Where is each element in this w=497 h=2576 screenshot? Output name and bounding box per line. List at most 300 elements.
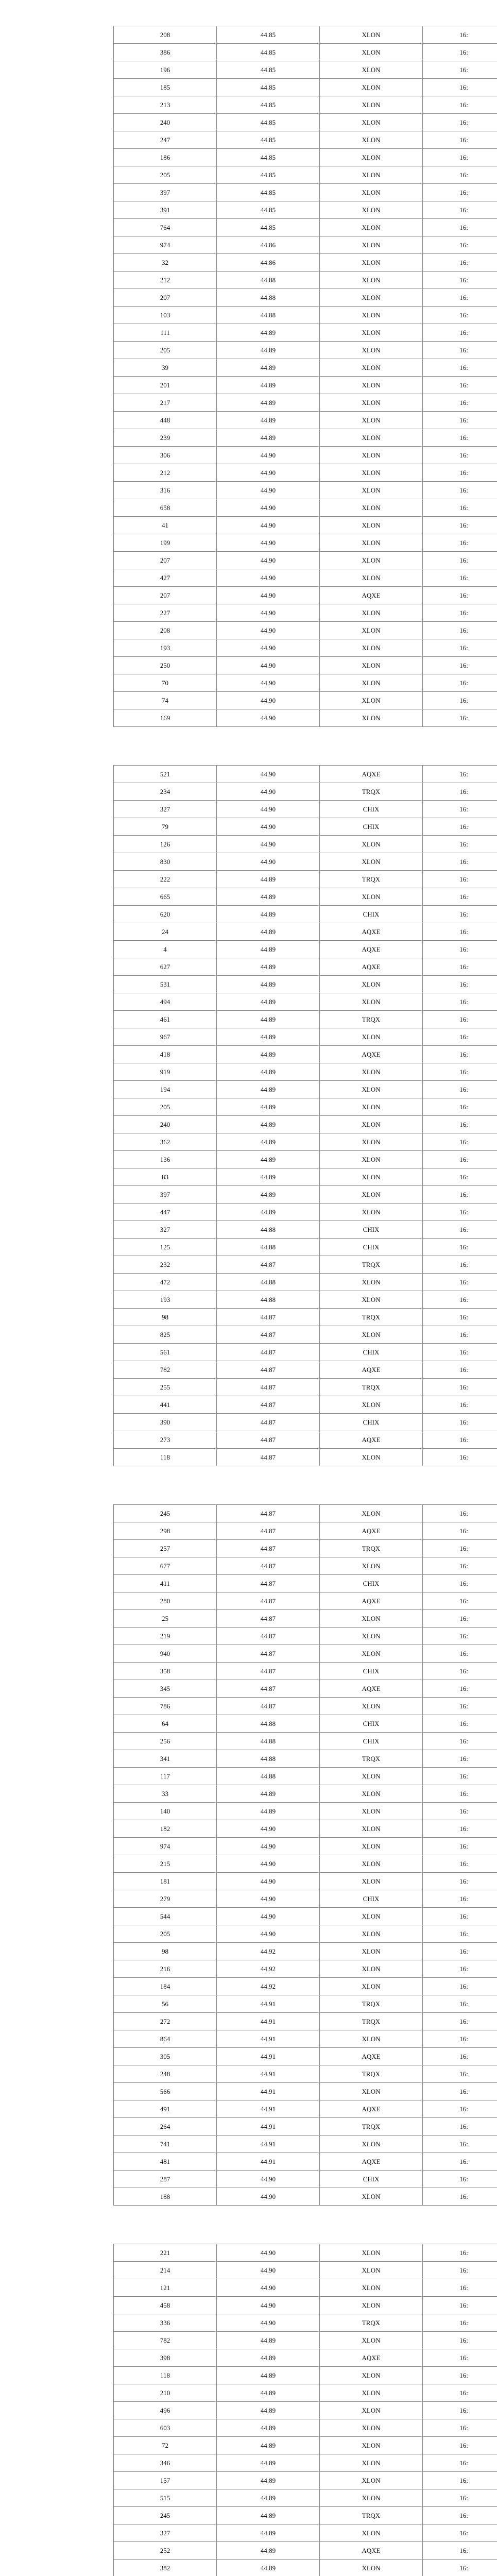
table-row — [114, 412, 497, 429]
table-cell: CHIX — [320, 1414, 423, 1431]
table-row — [114, 674, 497, 692]
table-row — [114, 2402, 497, 2419]
table-cell: TRQX — [320, 871, 423, 888]
table-row — [114, 289, 497, 307]
table-cell: 16: — [423, 342, 497, 359]
table-cell: 221 — [114, 2244, 217, 2262]
trades-table-3 — [113, 1504, 497, 2206]
table-cell: 44.85 — [217, 61, 320, 79]
table-cell: 72 — [114, 2437, 217, 2454]
table-cell: 16: — [423, 1575, 497, 1592]
table-cell: 234 — [114, 783, 217, 801]
table-cell: 44.90 — [217, 1820, 320, 1838]
table-cell: XLON — [320, 517, 423, 534]
table-cell: 44.89 — [217, 1133, 320, 1151]
table-cell: XLON — [320, 131, 423, 149]
table-cell: 44.90 — [217, 674, 320, 692]
table-cell: 56 — [114, 1995, 217, 2013]
table-cell: 16: — [423, 2507, 497, 2524]
table-cell: 74 — [114, 692, 217, 709]
table-row — [114, 1326, 497, 1344]
table-cell: CHIX — [320, 801, 423, 818]
table-cell: 16: — [423, 412, 497, 429]
table-cell: XLON — [320, 342, 423, 359]
table-cell: 16: — [423, 1628, 497, 1645]
table-cell: 16: — [423, 2048, 497, 2065]
table-cell: 398 — [114, 2349, 217, 2367]
table-cell: 44.89 — [217, 342, 320, 359]
table-cell: XLON — [320, 836, 423, 853]
table-cell: AQXE — [320, 923, 423, 941]
table-cell: 252 — [114, 2542, 217, 2560]
table-cell: 16: — [423, 2297, 497, 2314]
table-cell: 44.90 — [217, 499, 320, 517]
table-cell: 16: — [423, 923, 497, 941]
table-cell: 240 — [114, 1116, 217, 1133]
table-cell: 44.90 — [217, 1890, 320, 1908]
table-cell: CHIX — [320, 1663, 423, 1680]
table-cell: 620 — [114, 906, 217, 923]
table-row — [114, 2472, 497, 2489]
table-cell: XLON — [320, 709, 423, 727]
table-cell: 298 — [114, 1522, 217, 1540]
table-cell: 830 — [114, 853, 217, 871]
table-cell: AQXE — [320, 941, 423, 958]
trades-grid — [113, 2244, 497, 2576]
table-row — [114, 517, 497, 534]
table-cell: 44.89 — [217, 958, 320, 976]
table-cell: 16: — [423, 1838, 497, 1855]
table-cell: 44.88 — [217, 1733, 320, 1750]
table-cell: 44.87 — [217, 1309, 320, 1326]
table-cell: 186 — [114, 149, 217, 166]
table-cell: 44.90 — [217, 447, 320, 464]
table-row — [114, 1379, 497, 1396]
table-row — [114, 1028, 497, 1046]
table-cell: XLON — [320, 1803, 423, 1820]
table-cell: 33 — [114, 1785, 217, 1803]
table-cell: XLON — [320, 1645, 423, 1663]
table-row — [114, 941, 497, 958]
table-row — [114, 1785, 497, 1803]
table-row — [114, 569, 497, 587]
table-cell: 44.90 — [217, 569, 320, 587]
table-cell: 44.88 — [217, 1291, 320, 1309]
table-cell: 16: — [423, 1505, 497, 1522]
table-cell: 44.88 — [217, 1239, 320, 1256]
table-row — [114, 499, 497, 517]
table-row — [114, 1960, 497, 1978]
table-cell: 16: — [423, 639, 497, 657]
table-cell: 44.86 — [217, 236, 320, 254]
table-row — [114, 2332, 497, 2349]
table-cell: TRQX — [320, 2118, 423, 2136]
table-cell: 16: — [423, 2332, 497, 2349]
table-row — [114, 1116, 497, 1133]
table-row — [114, 923, 497, 941]
table-cell: 121 — [114, 2279, 217, 2297]
table-cell: TRQX — [320, 783, 423, 801]
table-cell: 25 — [114, 1610, 217, 1628]
table-row — [114, 131, 497, 149]
table-cell: 44.89 — [217, 2472, 320, 2489]
table-cell: 44.88 — [217, 272, 320, 289]
table-row — [114, 888, 497, 906]
table-cell: AQXE — [320, 1046, 423, 1063]
table-row — [114, 2013, 497, 2030]
table-cell: XLON — [320, 976, 423, 993]
table-cell: 44.87 — [217, 1522, 320, 1540]
table-cell: 44.87 — [217, 1540, 320, 1557]
table-cell: 16: — [423, 1733, 497, 1750]
table-cell: 16: — [423, 871, 497, 888]
table-cell: 44.90 — [217, 2262, 320, 2279]
table-cell: 327 — [114, 2524, 217, 2542]
table-cell: XLON — [320, 1628, 423, 1645]
table-cell: 16: — [423, 2314, 497, 2332]
table-cell: 44.90 — [217, 709, 320, 727]
table-cell: XLON — [320, 1133, 423, 1151]
table-cell: 786 — [114, 1698, 217, 1715]
table-cell: XLON — [320, 1960, 423, 1978]
table-cell: 188 — [114, 2188, 217, 2206]
table-cell: 16: — [423, 552, 497, 569]
table-cell: 24 — [114, 923, 217, 941]
table-cell: 44.88 — [217, 1221, 320, 1239]
table-cell: 44.87 — [217, 1449, 320, 1466]
table-cell: 16: — [423, 1680, 497, 1698]
table-cell: 44.85 — [217, 166, 320, 184]
table-row — [114, 1838, 497, 1855]
table-cell: XLON — [320, 2524, 423, 2542]
table-cell: 16: — [423, 2065, 497, 2083]
table-cell: 44.89 — [217, 2524, 320, 2542]
table-cell: 16: — [423, 2419, 497, 2437]
table-cell: AQXE — [320, 958, 423, 976]
table-cell: 279 — [114, 1890, 217, 1908]
table-cell: AQXE — [320, 1592, 423, 1610]
table-row — [114, 1557, 497, 1575]
table-cell: 358 — [114, 1663, 217, 1680]
table-cell: XLON — [320, 1610, 423, 1628]
table-cell: 199 — [114, 534, 217, 552]
table-cell: XLON — [320, 1168, 423, 1186]
table-cell: XLON — [320, 1925, 423, 1943]
table-cell: 16: — [423, 1768, 497, 1785]
table-cell: 257 — [114, 1540, 217, 1557]
table-cell: 44.89 — [217, 871, 320, 888]
table-cell: 44.92 — [217, 1943, 320, 1960]
table-cell: XLON — [320, 44, 423, 61]
table-cell: XLON — [320, 307, 423, 324]
table-cell: 44.89 — [217, 1803, 320, 1820]
table-cell: XLON — [320, 1204, 423, 1221]
table-row — [114, 622, 497, 639]
table-cell: 273 — [114, 1431, 217, 1449]
table-cell: 44.89 — [217, 1081, 320, 1098]
table-cell: 44.85 — [217, 79, 320, 96]
table-cell: XLON — [320, 149, 423, 166]
table-cell: 336 — [114, 2314, 217, 2332]
table-row — [114, 1803, 497, 1820]
table-row — [114, 1239, 497, 1256]
table-cell: 481 — [114, 2153, 217, 2171]
table-cell: 16: — [423, 1960, 497, 1978]
table-cell: XLON — [320, 1151, 423, 1168]
table-cell: 44.89 — [217, 976, 320, 993]
table-row — [114, 26, 497, 44]
table-cell: 44.89 — [217, 941, 320, 958]
table-cell: 16: — [423, 2367, 497, 2384]
table-cell: 16: — [423, 2118, 497, 2136]
table-cell: 677 — [114, 1557, 217, 1575]
table-cell: 98 — [114, 1943, 217, 1960]
table-cell: AQXE — [320, 2153, 423, 2171]
table-cell: 447 — [114, 1204, 217, 1221]
table-cell: XLON — [320, 1908, 423, 1925]
table-cell: 16: — [423, 657, 497, 674]
table-body — [114, 26, 497, 727]
table-cell: 16: — [423, 166, 497, 184]
table-cell: 44.90 — [217, 2279, 320, 2297]
table-cell: 305 — [114, 2048, 217, 2065]
table-row — [114, 236, 497, 254]
table-row — [114, 359, 497, 377]
table-cell: 44.87 — [217, 1628, 320, 1645]
table-cell: XLON — [320, 2188, 423, 2206]
table-cell: 44.87 — [217, 1663, 320, 1680]
table-cell: 16: — [423, 1309, 497, 1326]
table-row — [114, 1645, 497, 1663]
table-cell: 44.91 — [217, 2100, 320, 2118]
table-cell: 44.89 — [217, 324, 320, 342]
table-row — [114, 1344, 497, 1361]
table-cell: XLON — [320, 2472, 423, 2489]
table-cell: 16: — [423, 1116, 497, 1133]
table-row — [114, 587, 497, 604]
table-cell: 44.89 — [217, 1204, 320, 1221]
table-cell: XLON — [320, 2297, 423, 2314]
table-cell: 919 — [114, 1063, 217, 1081]
table-cell: 44.89 — [217, 2542, 320, 2560]
table-row — [114, 1396, 497, 1414]
table-cell: XLON — [320, 79, 423, 96]
table-cell: XLON — [320, 569, 423, 587]
table-row — [114, 1715, 497, 1733]
table-body — [114, 2244, 497, 2576]
table-row — [114, 1873, 497, 1890]
table-cell: 44.90 — [217, 2314, 320, 2332]
table-cell: 44.90 — [217, 818, 320, 836]
table-cell: XLON — [320, 2454, 423, 2472]
table-cell: AQXE — [320, 1361, 423, 1379]
table-cell: 44.87 — [217, 1505, 320, 1522]
table-row — [114, 1855, 497, 1873]
table-row — [114, 2384, 497, 2402]
table-cell: 16: — [423, 1344, 497, 1361]
table-cell: 16: — [423, 359, 497, 377]
table-cell: 16: — [423, 1204, 497, 1221]
table-cell: 16: — [423, 993, 497, 1011]
table-row — [114, 1768, 497, 1785]
table-cell: 44.89 — [217, 359, 320, 377]
table-row — [114, 1291, 497, 1309]
table-cell: 44.88 — [217, 289, 320, 307]
table-cell: 521 — [114, 766, 217, 783]
table-cell: AQXE — [320, 1522, 423, 1540]
table-cell: 4 — [114, 941, 217, 958]
table-cell: XLON — [320, 534, 423, 552]
table-cell: 205 — [114, 1925, 217, 1943]
table-cell: 327 — [114, 801, 217, 818]
table-row — [114, 96, 497, 114]
table-cell: CHIX — [320, 1733, 423, 1750]
table-cell: 44.91 — [217, 2118, 320, 2136]
table-cell: 16: — [423, 184, 497, 201]
table-cell: 825 — [114, 1326, 217, 1344]
table-cell: AQXE — [320, 2542, 423, 2560]
table-body — [114, 766, 497, 1466]
table-cell: 16: — [423, 201, 497, 219]
table-cell: XLON — [320, 993, 423, 1011]
table-cell: XLON — [320, 1785, 423, 1803]
table-cell: AQXE — [320, 766, 423, 783]
table-cell: 16: — [423, 2279, 497, 2297]
table-row — [114, 1168, 497, 1186]
table-row — [114, 801, 497, 818]
table-row — [114, 1575, 497, 1592]
table-cell: TRQX — [320, 1379, 423, 1396]
table-cell: 16: — [423, 2472, 497, 2489]
table-cell: 44.91 — [217, 1995, 320, 2013]
table-cell: XLON — [320, 324, 423, 342]
table-cell: 16: — [423, 324, 497, 342]
table-cell: XLON — [320, 1505, 423, 1522]
table-cell: 16: — [423, 2153, 497, 2171]
trades-grid — [113, 1504, 497, 2206]
table-cell: 44.89 — [217, 2454, 320, 2472]
table-cell: 64 — [114, 1715, 217, 1733]
table-row — [114, 1186, 497, 1204]
table-cell: 44.87 — [217, 1680, 320, 1698]
table-cell: XLON — [320, 447, 423, 464]
table-cell: 16: — [423, 569, 497, 587]
table-row — [114, 2349, 497, 2367]
table-cell: TRQX — [320, 2507, 423, 2524]
table-cell: 16: — [423, 26, 497, 44]
table-cell: XLON — [320, 2030, 423, 2048]
table-cell: 16: — [423, 534, 497, 552]
table-cell: AQXE — [320, 2100, 423, 2118]
table-row — [114, 2048, 497, 2065]
table-row — [114, 61, 497, 79]
table-cell: 741 — [114, 2136, 217, 2153]
table-cell: 44.87 — [217, 1344, 320, 1361]
table-cell: 16: — [423, 1803, 497, 1820]
table-cell: XLON — [320, 1116, 423, 1133]
table-cell: 250 — [114, 657, 217, 674]
table-cell: 306 — [114, 447, 217, 464]
table-cell: XLON — [320, 377, 423, 394]
table-row — [114, 1098, 497, 1116]
table-cell: 44.89 — [217, 2367, 320, 2384]
table-cell: 967 — [114, 1028, 217, 1046]
table-cell: 212 — [114, 464, 217, 482]
table-cell: 44.89 — [217, 2419, 320, 2437]
table-cell: 427 — [114, 569, 217, 587]
table-cell: 44.92 — [217, 1960, 320, 1978]
table-cell: 44.85 — [217, 184, 320, 201]
table-cell: XLON — [320, 359, 423, 377]
table-cell: 341 — [114, 1750, 217, 1768]
table-row — [114, 2153, 497, 2171]
table-cell: 44.85 — [217, 114, 320, 131]
table-cell: 665 — [114, 888, 217, 906]
table-cell: 118 — [114, 1449, 217, 1466]
table-cell: 16: — [423, 1698, 497, 1715]
table-row — [114, 2524, 497, 2542]
table-cell: 16: — [423, 604, 497, 622]
table-cell: CHIX — [320, 1575, 423, 1592]
table-row — [114, 2171, 497, 2188]
table-cell: 210 — [114, 2384, 217, 2402]
table-row — [114, 1221, 497, 1239]
table-cell: 44.90 — [217, 692, 320, 709]
table-cell: 207 — [114, 552, 217, 569]
table-cell: 16: — [423, 2384, 497, 2402]
table-cell: XLON — [320, 166, 423, 184]
table-cell: XLON — [320, 482, 423, 499]
table-cell: 16: — [423, 96, 497, 114]
table-row — [114, 1046, 497, 1063]
table-cell: TRQX — [320, 1256, 423, 1274]
table-cell: 79 — [114, 818, 217, 836]
table-cell: 16: — [423, 2349, 497, 2367]
table-row — [114, 2279, 497, 2297]
table-cell: 280 — [114, 1592, 217, 1610]
table-cell: 458 — [114, 2297, 217, 2314]
table-cell: 232 — [114, 1256, 217, 1274]
table-cell: 44.89 — [217, 2489, 320, 2507]
table-cell: 627 — [114, 958, 217, 976]
table-cell: 44.89 — [217, 2349, 320, 2367]
table-cell: 44.89 — [217, 1168, 320, 1186]
table-cell: 16: — [423, 783, 497, 801]
table-cell: XLON — [320, 254, 423, 272]
table-cell: 44.90 — [217, 836, 320, 853]
table-cell: 16: — [423, 853, 497, 871]
table-cell: XLON — [320, 1098, 423, 1116]
table-row — [114, 1063, 497, 1081]
table-row — [114, 1663, 497, 1680]
table-cell: 16: — [423, 219, 497, 236]
table-row — [114, 2065, 497, 2083]
table-cell: 16: — [423, 1540, 497, 1557]
table-cell: 16: — [423, 1557, 497, 1575]
table-row — [114, 79, 497, 96]
table-row — [114, 1890, 497, 1908]
table-cell: XLON — [320, 2367, 423, 2384]
table-row — [114, 1943, 497, 1960]
table-cell: AQXE — [320, 2349, 423, 2367]
table-body — [114, 1505, 497, 2206]
table-cell: 239 — [114, 429, 217, 447]
table-cell: 16: — [423, 709, 497, 727]
table-row — [114, 1698, 497, 1715]
table-cell: 16: — [423, 2454, 497, 2472]
table-cell: XLON — [320, 272, 423, 289]
table-row — [114, 1750, 497, 1768]
